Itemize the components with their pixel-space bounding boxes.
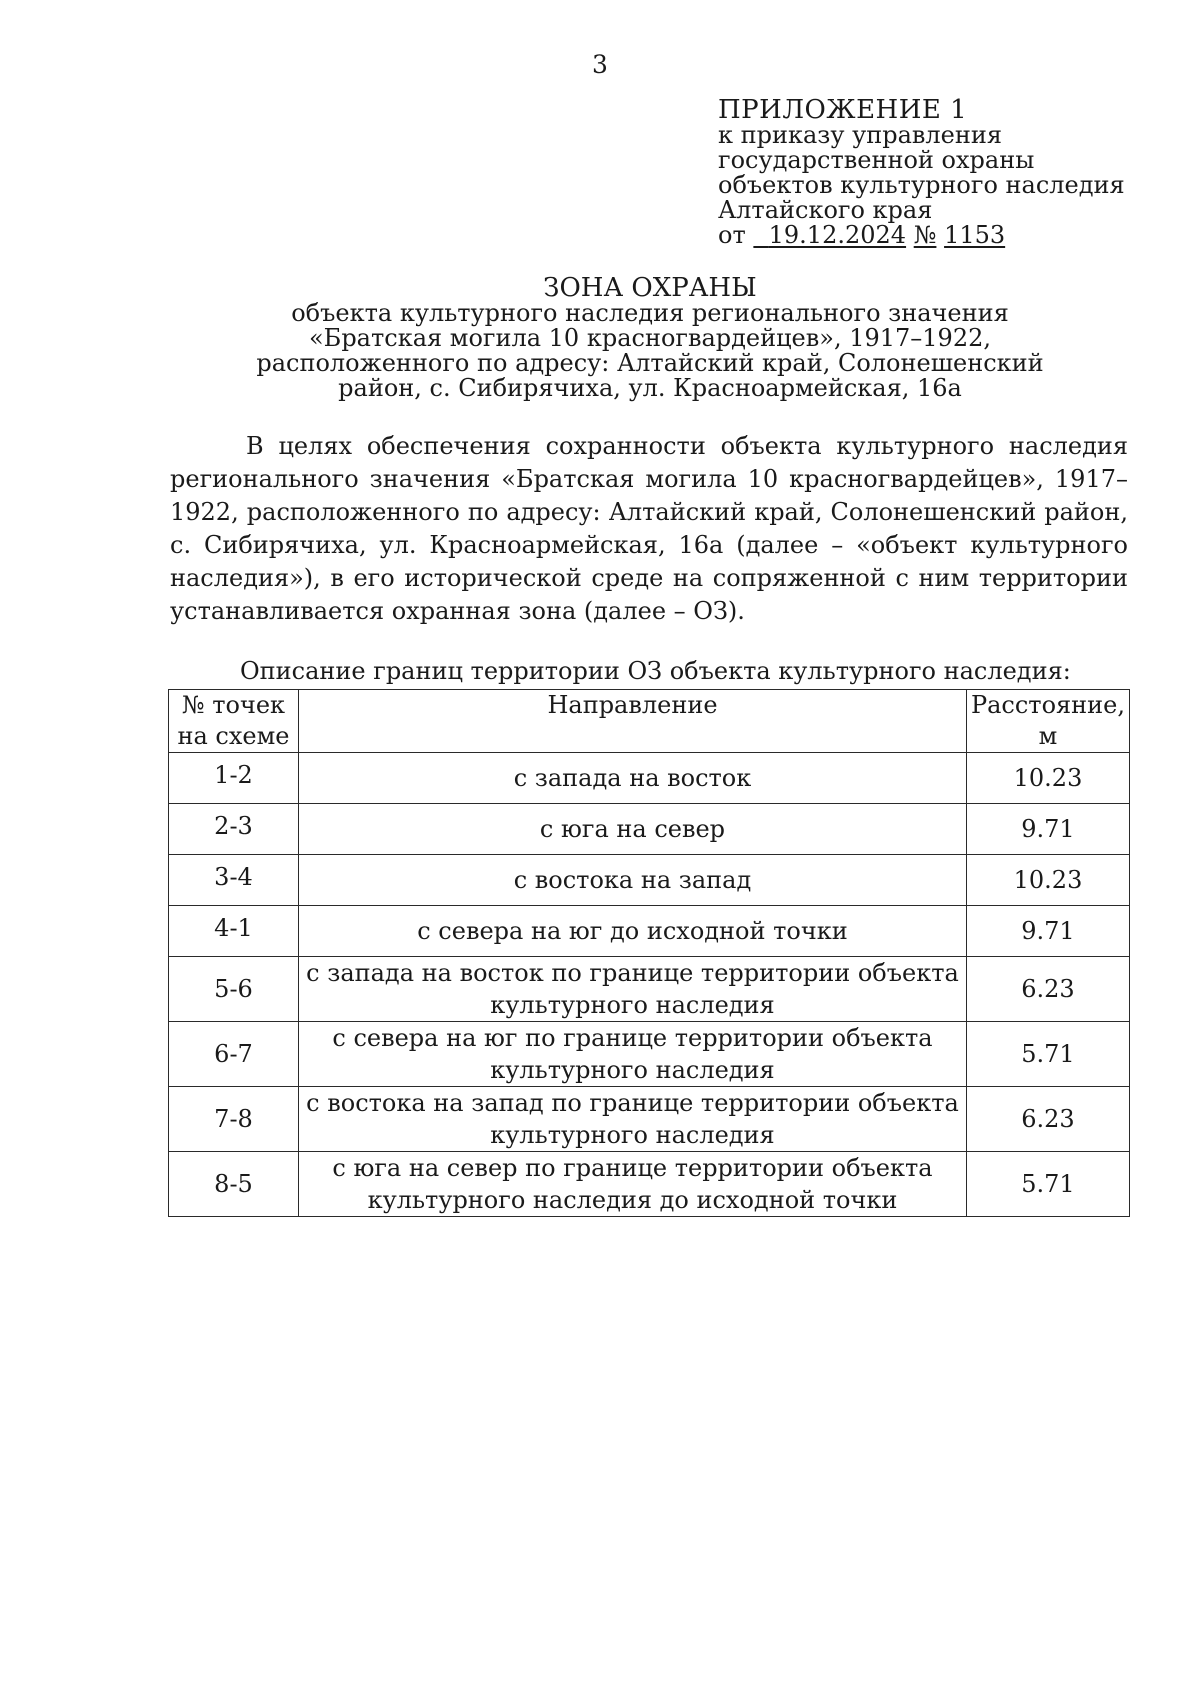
cell-points: 1-2 <box>169 753 299 804</box>
header-distance: Расстояние, м <box>966 690 1129 753</box>
boundaries-table <box>168 689 1130 1217</box>
cell-distance: 5.71 <box>966 1152 1129 1217</box>
table-row <box>169 1152 1130 1217</box>
appendix-title: ПРИЛОЖЕНИЕ 1 <box>718 95 968 125</box>
zone-heading <box>150 273 1150 402</box>
intro-paragraph <box>170 430 1128 628</box>
cell-direction: с севера на юг до исходной точки <box>299 906 967 957</box>
cell-distance: 10.23 <box>966 753 1129 804</box>
table-row <box>169 753 1130 804</box>
cell-points: 8-5 <box>169 1152 299 1217</box>
cell-direction: с востока на запад по границе территории объекта культурного наследия <box>299 1087 967 1152</box>
cell-points: 3-4 <box>169 855 299 906</box>
cell-direction: с юга на север по границе территории объекта культурного наследия до исходной точки <box>299 1152 967 1217</box>
cell-points: 2-3 <box>169 804 299 855</box>
table-row <box>169 804 1130 855</box>
date-prefix: от <box>718 221 746 249</box>
heading-line: район, с. Сибирячиха, ул. Красноармейская, 16а <box>338 374 962 402</box>
header-points: № точек на схеме <box>169 690 299 753</box>
appendix-line: государственной охраны <box>718 146 1035 174</box>
cell-direction: с юга на север <box>299 804 967 855</box>
order-number-sign: № <box>913 221 937 249</box>
table-header-row <box>169 690 1130 753</box>
cell-direction: с севера на юг по границе территории объекта культурного наследия <box>299 1022 967 1087</box>
cell-points: 5-6 <box>169 957 299 1022</box>
appendix-line: Алтайского края <box>718 196 933 224</box>
order-number: 1153 <box>944 221 1006 249</box>
cell-points: 7-8 <box>169 1087 299 1152</box>
heading-line: объекта культурного наследия регионального значения <box>291 299 1009 327</box>
cell-distance: 6.23 <box>966 1087 1129 1152</box>
heading-line: расположенного по адресу: Алтайский край, Солонешенский <box>256 349 1044 377</box>
appendix-block <box>718 95 1188 249</box>
cell-distance: 5.71 <box>966 1022 1129 1087</box>
table-row <box>169 855 1130 906</box>
page-number: 3 <box>592 50 608 79</box>
cell-distance: 10.23 <box>966 855 1129 906</box>
order-date: 19.12.2024 <box>768 221 907 249</box>
cell-distance: 6.23 <box>966 957 1129 1022</box>
heading-title: ЗОНА ОХРАНЫ <box>543 273 757 303</box>
header-direction: Направление <box>299 690 967 753</box>
cell-distance: 9.71 <box>966 804 1129 855</box>
heading-line: «Братская могила 10 красногвардейцев», 1917–1922, <box>309 324 991 352</box>
cell-direction: с запада на восток <box>299 753 967 804</box>
cell-points: 4-1 <box>169 906 299 957</box>
cell-direction: с запада на восток по границе территории объекта культурного наследия <box>299 957 967 1022</box>
appendix-line: к приказу управления <box>718 121 1003 149</box>
intro-text: В целях обеспечения сохранности объекта культурного наследия регионального значения «Братская могила 10 красногвардейцев», 1917–1922, расположенного по адресу: Алтайский край, Солонешенский район, с. Сибирячиха, ул. Красноармейская, 16а (далее – «объект культурного наследия»), в его исторической среде на сопряженной с ним территории устанавливается охранная зона (далее – ОЗ). <box>170 432 1128 625</box>
appendix-line: объектов культурного наследия <box>718 171 1125 199</box>
cell-direction: с востока на запад <box>299 855 967 906</box>
table-row <box>169 1022 1130 1087</box>
table-caption: Описание границ территории ОЗ объекта культурного наследия: <box>240 657 1071 685</box>
table-row <box>169 957 1130 1022</box>
cell-points: 6-7 <box>169 1022 299 1087</box>
table-row <box>169 1087 1130 1152</box>
appendix-date-line <box>718 223 1188 248</box>
table-row <box>169 906 1130 957</box>
cell-distance: 9.71 <box>966 906 1129 957</box>
